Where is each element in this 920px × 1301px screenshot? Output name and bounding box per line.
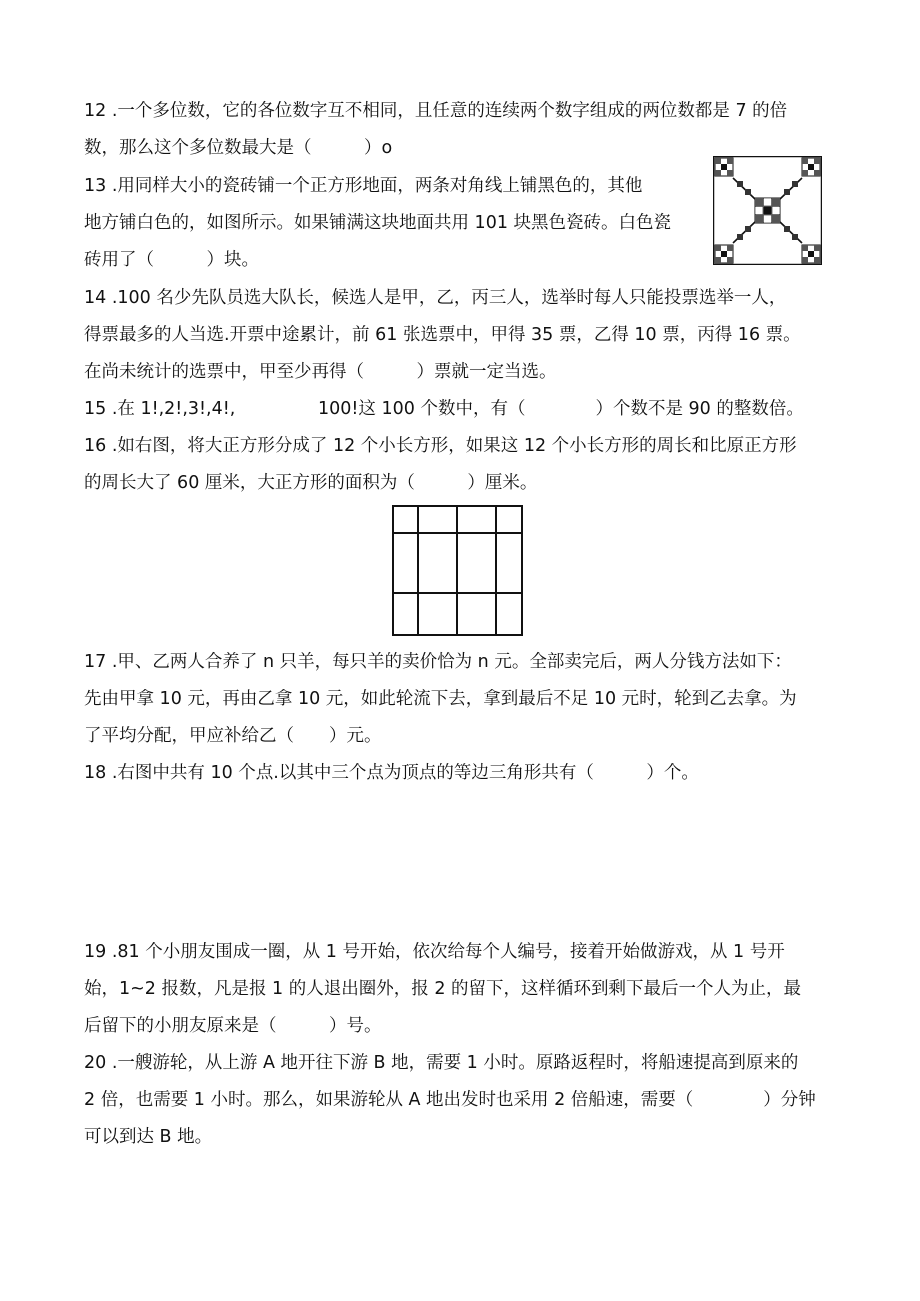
- q15-line-1a: 15 .在 1!,2!,3!,4!,: [84, 399, 236, 419]
- q15-line-1b: 100!这 100 个数中，有（ ）个数不是 90 的整数倍。: [318, 399, 804, 419]
- q14-line-2: 得票最多的人当选.开票中途累计，前 61 张选票中，甲得 35 票，乙得 10 票，丙得 16 票。: [84, 325, 801, 345]
- q13-line-2: 地方铺白色的，如图所示。如果铺满这块地面共用 101 块黑色瓷砖。白色瓷: [84, 213, 672, 233]
- tile-floor-figure: [713, 156, 822, 265]
- q14-line-1: 14 .100 名少先队员选大队长，候选人是甲，乙，丙三人，选举时每人只能投票选举一人，: [84, 288, 787, 308]
- q19-line-3: 后留下的小朋友原来是（ ）号。: [84, 1016, 382, 1036]
- q12-line-2: 数，那么这个多位数最大是（ ）o: [84, 138, 393, 158]
- corner-tile-cluster: [715, 245, 733, 263]
- divided-square-figure: [392, 505, 523, 636]
- q13-line-1: 13 .用同样大小的瓷砖铺一个正方形地面，两条对角线上铺黑色的，其他: [84, 176, 643, 196]
- q12-line-1: 12 .一个多位数，它的各位数字互不相同，且任意的连续两个数字组成的两位数都是 7 的倍: [84, 101, 788, 121]
- q17-line-1: 17 .甲、乙两人合养了 n 只羊，每只羊的卖价恰为 n 元。全部卖完后，两人分钱方法如下：: [84, 652, 792, 672]
- center-tile-cluster: [755, 198, 780, 223]
- corner-tile-cluster: [715, 158, 733, 176]
- corner-tile-cluster: [802, 245, 820, 263]
- q17-line-3: 了平均分配，甲应补给乙（ ）元。: [84, 726, 382, 746]
- q20-line-1: 20 .一艘游轮，从上游 A 地开往下游 B 地，需要 1 小时。原路返程时，将船速提高到原来的: [84, 1053, 799, 1073]
- q18-line-1: 18 .右图中共有 10 个点.以其中三个点为顶点的等边三角形共有（ ）个。: [84, 763, 699, 783]
- q19-line-1: 19 .81 个小朋友围成一圈，从 1 号开始，依次给每个人编号，接着开始做游戏，从 1 号开: [84, 942, 785, 962]
- q16-line-2: 的周长大了 60 厘米，大正方形的面积为（ ）厘米。: [84, 473, 538, 493]
- q13-line-3: 砖用了（ ）块。: [84, 250, 259, 270]
- q17-line-2: 先由甲拿 10 元，再由乙拿 10 元，如此轮流下去，拿到最后不足 10 元时，轮到乙去拿。为: [84, 689, 797, 709]
- corner-tile-cluster: [802, 158, 820, 176]
- q16-line-1: 16 .如右图，将大正方形分成了 12 个小长方形，如果这 12 个小长方形的周长和比原正方形: [84, 436, 797, 456]
- q20-line-3: 可以到达 B 地。: [84, 1127, 213, 1147]
- q14-line-3: 在尚未统计的选票中，甲至少再得（ ）票就一定当选。: [84, 362, 557, 382]
- q19-line-2: 始，1~2 报数，凡是报 1 的人退出圈外，报 2 的留下，这样循环到剩下最后一个人为止，最: [84, 979, 802, 999]
- q20-line-2: 2 倍，也需要 1 小时。那么，如果游轮从 A 地出发时也采用 2 倍船速，需要（ ）分钟: [84, 1090, 816, 1110]
